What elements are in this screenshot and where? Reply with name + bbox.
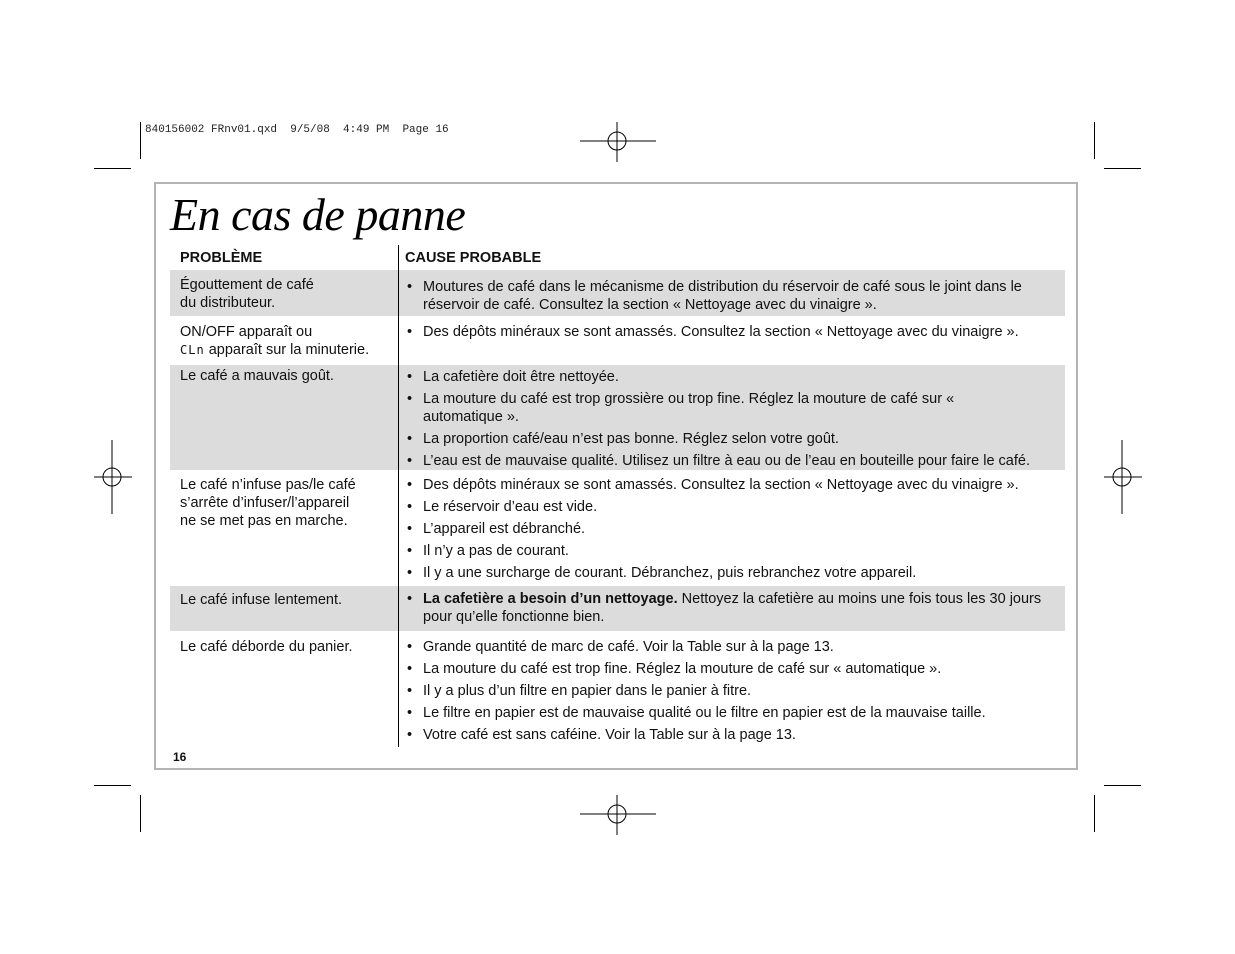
cause-list <box>405 638 1065 748</box>
registration-mark-icon <box>1104 440 1142 514</box>
table-row <box>170 365 1065 470</box>
problem-line: Égouttement de café <box>180 277 314 293</box>
cause-item: • La proportion café/eau n’est pas bonne. Réglez selon votre goût. <box>405 430 1065 448</box>
problem-line: Le café n’infuse pas/le café <box>180 477 356 493</box>
crop-mark <box>140 122 141 159</box>
problem-line: ne se met pas en marche. <box>180 513 348 529</box>
cause-text: Nettoyez la cafetière au moins une fois tous les 30 jours pour qu’elle fonctionne bien. <box>423 591 1042 625</box>
cause-item: • La cafetière doit être nettoyée. <box>405 368 1065 386</box>
cause-item: • La mouture du café est trop grossière ou trop fine. Réglez la mouture de café sur « automatique ». <box>405 390 1013 426</box>
cause-item: • Des dépôts minéraux se sont amassés. Consultez la section « Nettoyage avec du vinaigre ». <box>405 476 1065 494</box>
problem-cell <box>180 476 395 530</box>
problem-cell <box>180 638 395 656</box>
table-row <box>170 632 1065 747</box>
page-title: En cas de panne <box>170 189 466 240</box>
problem-line: ON/OFF apparaît ou <box>180 324 313 340</box>
table-row <box>170 586 1065 631</box>
crop-mark <box>140 795 141 832</box>
problem-line: Le café déborde du panier. <box>180 639 353 655</box>
registration-mark-icon <box>580 122 656 162</box>
problem-cell <box>180 323 395 359</box>
problem-line: apparaît sur la minuterie. <box>208 342 370 358</box>
problem-column-header: PROBLÈME <box>180 250 263 266</box>
cause-item: • L’appareil est débranché. <box>405 520 1065 538</box>
cause-list <box>405 278 1065 318</box>
cause-column-header: CAUSE PROBABLE <box>405 250 542 266</box>
registration-mark-icon <box>580 795 656 835</box>
cause-item: • L’eau est de mauvaise qualité. Utilisez un filtre à eau ou de l’eau en bouteille pour faire le café. <box>405 452 1065 470</box>
cause-item: • Le filtre en papier est de mauvaise qualité ou le filtre en papier est de la mauvaise taille. <box>405 704 1065 722</box>
problem-line: s’arrête d’infuser/l’appareil <box>180 495 350 511</box>
cause-item: • Il y a plus d’un filtre en papier dans le panier à fitre. <box>405 682 1065 700</box>
column-divider <box>398 245 399 747</box>
cause-list <box>405 368 1065 474</box>
cause-item: • Le réservoir d’eau est vide. <box>405 498 1065 516</box>
crop-mark <box>1104 168 1141 169</box>
lcd-cln-display-icon: CLn <box>180 343 205 357</box>
cause-item: • Grande quantité de marc de café. Voir la Table sur à la page 13. <box>405 638 1065 656</box>
cause-item: • Il n’y a pas de courant. <box>405 542 1065 560</box>
problem-line: du distributeur. <box>180 295 276 311</box>
cause-bold-text: La cafetière a besoin d’un nettoyage. <box>423 591 678 607</box>
problem-cell <box>180 367 395 385</box>
page-number: 16 <box>173 750 187 764</box>
crop-mark <box>1104 785 1141 786</box>
cause-item: • Votre café est sans caféine. Voir la Table sur à la page 13. <box>405 726 1065 744</box>
cause-item: • Des dépôts minéraux se sont amassés. Consultez la section « Nettoyage avec du vinaigre ». <box>405 323 1065 341</box>
problem-cell <box>180 276 395 312</box>
printer-slug-line: 840156002 FRnv01.qxd 9/5/08 4:49 PM Page 16 <box>145 124 449 136</box>
cause-item <box>405 590 1048 626</box>
table-row <box>170 471 1065 585</box>
crop-mark <box>94 785 131 786</box>
problem-line: Le café a mauvais goût. <box>180 368 334 384</box>
table-row <box>170 270 1065 316</box>
crop-mark <box>1094 795 1095 832</box>
cause-item: • Moutures de café dans le mécanisme de distribution du réservoir de café sous le joint dans le réservoir de café. Consultez la section « Nettoyage avec du vinaigre ». <box>405 278 1065 314</box>
table-row <box>170 317 1065 364</box>
registration-mark-icon <box>94 440 132 514</box>
crop-mark <box>94 168 131 169</box>
problem-line: Le café infuse lentement. <box>180 592 343 608</box>
cause-list <box>405 590 1065 630</box>
cause-item: • Il y a une surcharge de courant. Débranchez, puis rebranchez votre appareil. <box>405 564 1065 582</box>
cause-item: • La mouture du café est trop fine. Réglez la mouture de café sur « automatique ». <box>405 660 1065 678</box>
cause-list <box>405 476 1065 586</box>
problem-cell <box>180 591 395 609</box>
crop-mark <box>1094 122 1095 159</box>
cause-list <box>405 323 1065 345</box>
